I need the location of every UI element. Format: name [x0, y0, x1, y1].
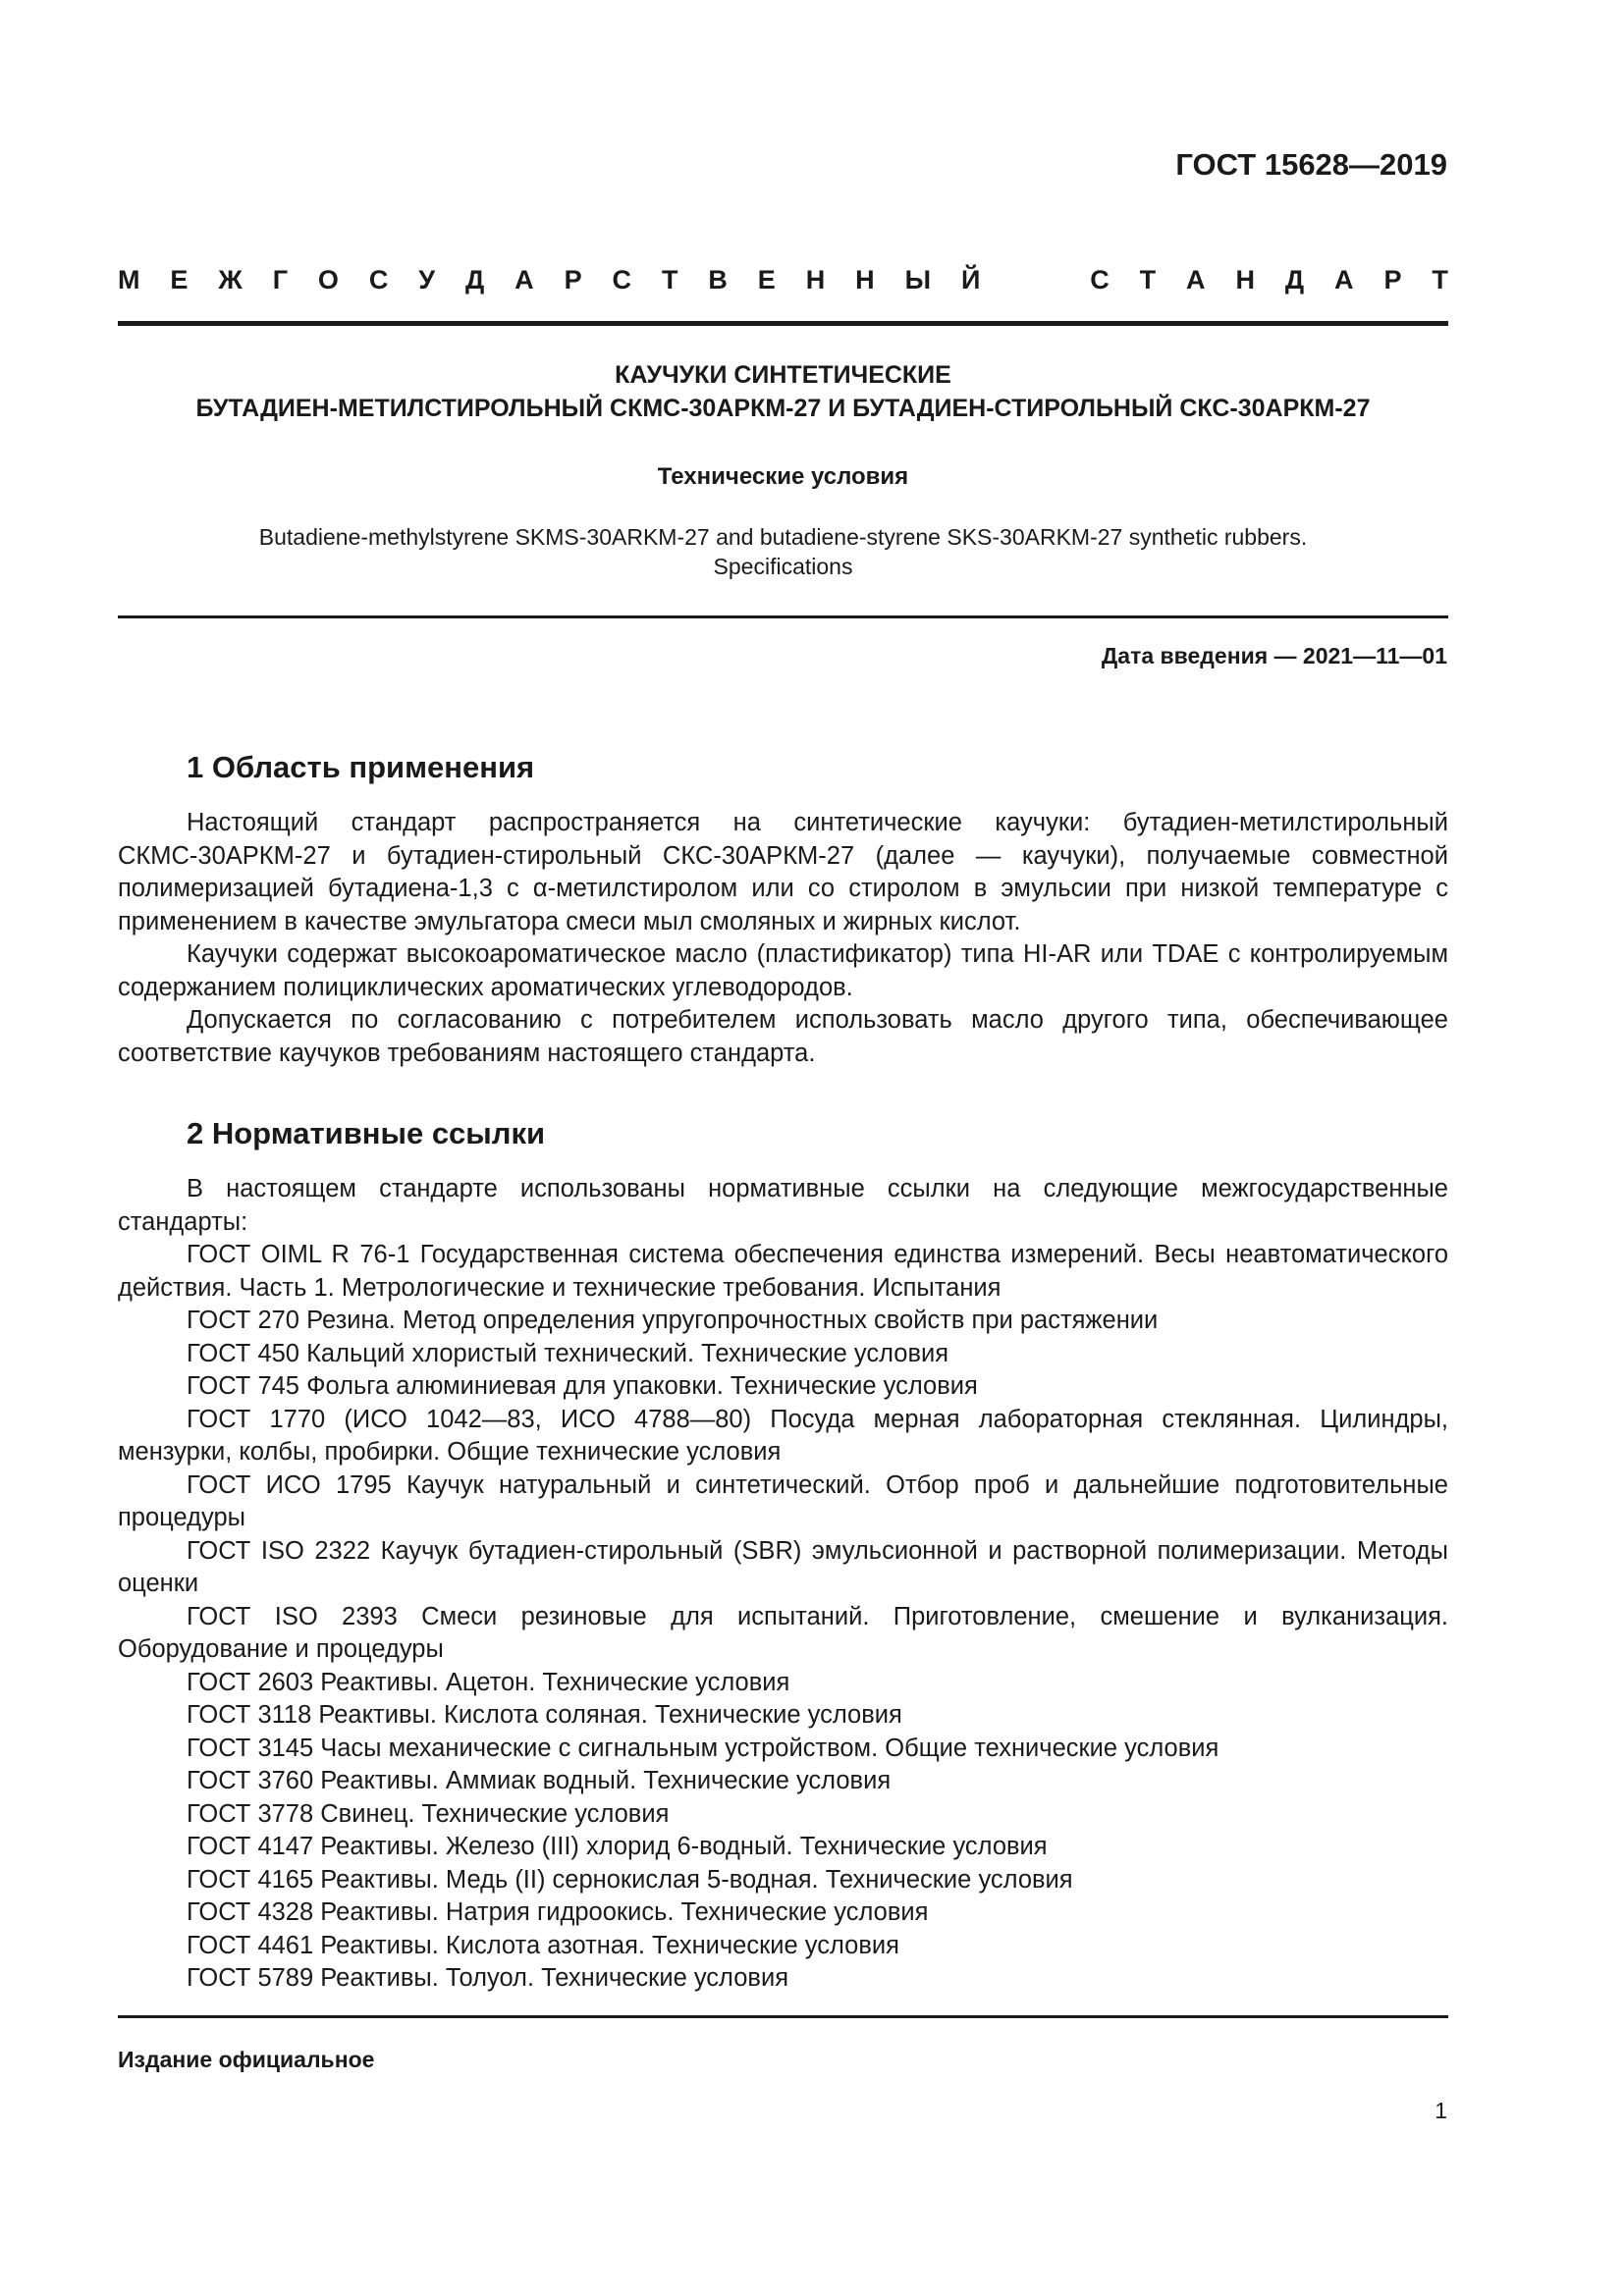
banner-letter: Т [661, 265, 678, 294]
english-title-line-2: Specifications [713, 554, 853, 579]
banner-letter: А [1186, 265, 1206, 294]
banner-letter: Т [1432, 265, 1448, 294]
footer-rule [118, 2015, 1448, 2018]
header-rule [118, 321, 1448, 326]
banner-letter: А [1334, 265, 1354, 294]
banner-letter: Д [1284, 265, 1305, 294]
banner-letter: Н [805, 265, 826, 294]
normative-reference-item: ГОСТ 3778 Свинец. Технические условия [187, 1799, 670, 1828]
banner-letter: С [1090, 265, 1110, 294]
official-edition-label: Издание официальное [118, 2047, 375, 2072]
document-title-line-2: БУТАДИЕН-МЕТИЛСТИРОЛЬНЫЙ СКМС-30АРКМ-27 И БУТАДИЕН-СТИРОЛЬНЫЙ СКС-30АРКМ-27 [195, 395, 1371, 422]
normative-reference-item: ГОСТ OIML R 76-1 Государственная система обеспечения единства измерений. Весы неавтоматического действия. Часть 1. Метрологические и технические требования. Испытания [118, 1241, 1448, 1302]
banner-letter: С [368, 265, 389, 294]
banner-letter: Р [1383, 265, 1402, 294]
paragraph: В настоящем стандарте использованы нормативные ссылки на следующие межгосударственные стандарты: [118, 1175, 1448, 1236]
normative-references-list [118, 1239, 1448, 1996]
paragraph: Настоящий стандарт распространяется на синтетические каучуки: бутадиен-метилстирольный СКМС-30АРКМ-27 и бутадиен-стирольный СКС-30АРКМ-27 (далее — каучуки), получаемые совместной полимеризацией бутадиена-1,3 с α-метилстиролом или со стиролом в эмульсии при низкой температуре с применением в качестве эмульгатора смеси мыл смоляных и жирных кислот. [118, 809, 1448, 935]
banner-letter: Й [960, 265, 981, 294]
english-title-line-1: Butadiene-methylstyrene SKMS-30ARKM-27 and butadiene-styrene SKS-30ARKM-27 synthetic rubbers. [258, 524, 1308, 550]
introduction-date: Дата введения — 2021—11—01 [1101, 643, 1447, 668]
banner-letter: О [317, 265, 339, 294]
banner-letter: Е [757, 265, 776, 294]
normative-reference-item: ГОСТ 4165 Реактивы. Медь (II) сернокислая 5-водная. Технические условия [187, 1865, 1073, 1894]
normative-reference-item: ГОСТ 3760 Реактивы. Аммиак водный. Технические условия [187, 1767, 892, 1794]
page-number: 1 [1435, 2098, 1447, 2123]
normative-reference-item: ГОСТ 3118 Реактивы. Кислота соляная. Технические условия [187, 1701, 902, 1729]
normative-reference-item: ГОСТ 4328 Реактивы. Натрия гидроокись. Технические условия [187, 1898, 929, 1926]
banner-letter: Г [272, 265, 288, 294]
normative-reference-item: ГОСТ 1770 (ИСО 1042—83, ИСО 4788—80) Посуда мерная лабораторная стеклянная. Цилиндры, мензурки, колбы, пробирки. Общие технические условия [118, 1405, 1448, 1466]
normative-reference-item: ГОСТ 4147 Реактивы. Железо (III) хлорид 6-водный. Технические условия [187, 1833, 1048, 1860]
banner-letter: Т [1139, 265, 1157, 294]
banner-letter: Н [1235, 265, 1255, 294]
banner-letter: М [118, 265, 140, 294]
banner-letter: А [514, 265, 534, 294]
banner-letter: Ж [218, 265, 243, 294]
banner-letter: Р [564, 265, 582, 294]
normative-reference-item: ГОСТ 3145 Часы механические с сигнальным устройством. Общие технические условия [187, 1734, 1219, 1762]
section-2-body [118, 1173, 1448, 1996]
normative-reference-item: ГОСТ 450 Кальций хлористый технический. Технические условия [187, 1339, 949, 1367]
normative-reference-item: ГОСТ ИСО 1795 Каучук натуральный и синтетический. Отбор проб и дальнейшие подготовительные процедуры [118, 1470, 1448, 1531]
document-subtitle: Технические условия [657, 463, 909, 490]
paragraph: Каучуки содержат высокоароматическое масло (пластификатор) типа HI-AR или TDAE с контролируемым содержанием полициклических ароматических углеводородов. [118, 940, 1448, 1001]
banner-letter: В [708, 265, 728, 294]
normative-reference-item: ГОСТ 5789 Реактивы. Толуол. Технические условия [187, 1964, 788, 1992]
banner-letter: У [418, 265, 436, 294]
document-title-line-1: КАУЧУКИ СИНТЕТИЧЕСКИЕ [615, 361, 951, 389]
banner-letter: Е [170, 265, 189, 294]
normative-reference-item: ГОСТ 270 Резина. Метод определения упругопрочностных свойств при растяжении [187, 1307, 1159, 1334]
title-rule [118, 615, 1448, 618]
interstate-standard-banner [118, 265, 1448, 295]
normative-reference-item: ГОСТ 4461 Реактивы. Кислота азотная. Технические условия [187, 1931, 899, 1959]
section-2-heading: 2 Нормативные ссылки [187, 1116, 546, 1150]
normative-reference-item: ГОСТ ISO 2322 Каучук бутадиен-стирольный (SBR) эмульсионной и растворной полимеризации. Методы оценки [118, 1536, 1448, 1597]
paragraph: Допускается по согласованию с потребителем использовать масло другого типа, обеспечивающее соответствие каучуков требованиям настоящего стандарта. [118, 1006, 1448, 1067]
normative-reference-item: ГОСТ ISO 2393 Смеси резиновые для испытаний. Приготовление, смешение и вулканизация. Оборудование и процедуры [118, 1602, 1448, 1663]
banner-gap [1010, 265, 1059, 295]
section-1-body [118, 807, 1448, 1070]
banner-letter: Д [465, 265, 485, 294]
banner-letter: С [612, 265, 632, 294]
section-1-heading: 1 Область применения [187, 750, 535, 784]
normative-reference-item: ГОСТ 745 Фольга алюминиевая для упаковки. Технические условия [187, 1372, 978, 1400]
banner-letter: Н [855, 265, 875, 294]
banner-letter: Ы [904, 265, 932, 294]
document-number: ГОСТ 15628—2019 [1175, 147, 1447, 182]
normative-reference-item: ГОСТ 2603 Реактивы. Ацетон. Технические условия [187, 1668, 790, 1696]
